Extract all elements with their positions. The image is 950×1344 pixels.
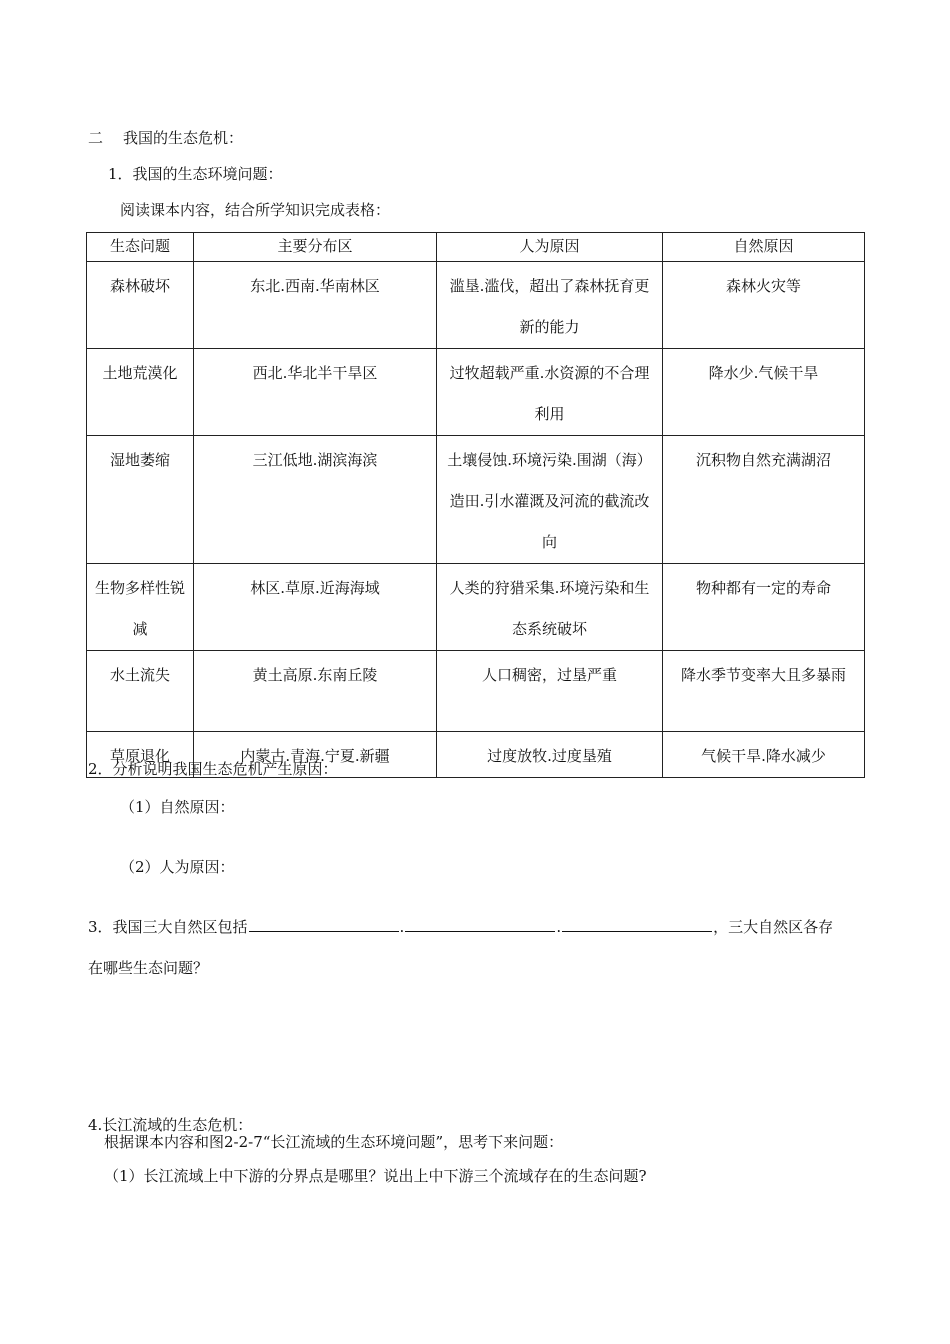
table-header-row	[87, 233, 865, 262]
header-natural-cause: 自然原因	[663, 233, 865, 262]
question-1-title: 1．我国的生态环境问题：	[108, 165, 283, 183]
table-instruction: 阅读课本内容，结合所学知识完成表格：	[120, 201, 391, 219]
cell-human-cause: 人类的狩猎采集.环境污染和生态系统破坏	[437, 564, 663, 651]
header-distribution: 主要分布区	[194, 233, 437, 262]
table-row	[87, 651, 865, 732]
section-title: 我国的生态危机：	[123, 129, 244, 147]
table-row	[87, 262, 865, 349]
answer-blank-2[interactable]	[405, 916, 555, 932]
header-human-cause: 人为原因	[437, 233, 663, 262]
question-4-title: 4.长江流域的生态危机：	[88, 1116, 253, 1134]
table-row	[87, 349, 865, 436]
question-2-natural: （1）自然原因：	[120, 798, 235, 816]
question-3-line2: 在哪些生态问题？	[88, 959, 209, 977]
cell-distribution: 西北.华北半干旱区	[194, 349, 437, 436]
section-heading	[88, 128, 243, 148]
cell-natural-cause: 气候干旱.降水减少	[663, 732, 865, 778]
cell-problem: 生物多样性锐减	[87, 564, 194, 651]
table-row	[87, 436, 865, 564]
answer-blank-1[interactable]	[249, 916, 399, 932]
cell-problem: 土地荒漠化	[87, 349, 194, 436]
question-3-prefix: 3．我国三大自然区包括	[88, 918, 248, 936]
cell-natural-cause: 物种都有一定的寿命	[663, 564, 865, 651]
table-row	[87, 564, 865, 651]
cell-distribution: 黄土高原.东南丘陵	[194, 651, 437, 732]
cell-problem: 湿地萎缩	[87, 436, 194, 564]
cell-natural-cause: 降水季节变率大且多暴雨	[663, 651, 865, 732]
question-4-sub1: （1）长江流域上中下游的分界点是哪里？说出上中下游三个流域存在的生态问题?	[104, 1167, 647, 1185]
separator: .	[556, 918, 562, 936]
cell-natural-cause: 降水少.气候干旱	[663, 349, 865, 436]
cell-human-cause: 土壤侵蚀.环境污染.围湖（海）造田.引水灌溉及河流的截流改向	[437, 436, 663, 564]
question-2-human: （2）人为原因：	[120, 858, 235, 876]
cell-distribution: 内蒙古.青海.宁夏.新疆	[194, 732, 437, 778]
cell-human-cause: 过度放牧.过度垦殖	[437, 732, 663, 778]
answer-blank-3[interactable]	[562, 916, 712, 932]
question-4-intro: 根据课本内容和图2-2-7“长江流域的生态环境问题”，思考下来问题：	[104, 1133, 564, 1151]
cell-human-cause: 过牧超载严重.水资源的不合理利用	[437, 349, 663, 436]
cell-distribution: 林区.草原.近海海域	[194, 564, 437, 651]
cell-natural-cause: 沉积物自然充满湖沼	[663, 436, 865, 564]
question-2-title: 2．分析说明我国生态危机产生原因：	[88, 760, 338, 778]
cell-human-cause: 人口稠密，过垦严重	[437, 651, 663, 732]
section-number: 二	[88, 129, 104, 147]
cell-problem: 水土流失	[87, 651, 194, 732]
cell-human-cause: 滥垦.滥伐，超出了森林抚育更新的能力	[437, 262, 663, 349]
cell-problem: 森林破坏	[87, 262, 194, 349]
cell-problem: 草原退化	[87, 732, 194, 778]
cell-natural-cause: 森林火灾等	[663, 262, 865, 349]
separator: .	[399, 918, 405, 936]
question-3-suffix: ，三大自然区各存	[713, 918, 834, 936]
header-problem: 生态问题	[87, 233, 194, 262]
cell-distribution: 三江低地.湖滨海滨	[194, 436, 437, 564]
ecology-problems-table	[86, 232, 865, 778]
question-3	[88, 916, 833, 937]
cell-distribution: 东北.西南.华南林区	[194, 262, 437, 349]
